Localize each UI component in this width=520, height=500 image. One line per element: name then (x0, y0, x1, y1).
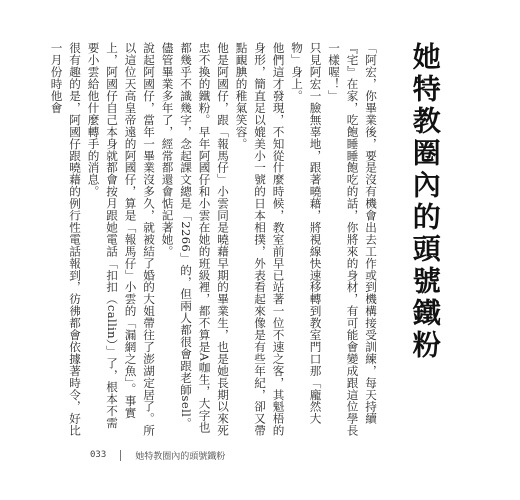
paragraph: 「阿宏，你畢業後，要是沒有機會出去工作或到機構接受訓練，每天持續『宅』在家，吃飽睡睡飽吃的話，你將來的身材，有可能會變成跟這位學長一樣喔！」 (327, 42, 378, 437)
paragraph: 說起阿國仔，當年一畢業沒多久，就被結了婚的大姐帶往了澎湖定居了。所以這位天高皇帝遠的阿國仔，算是「報馬仔」小雲的「漏網之魚」。事實上，阿國仔自己本身就都會按月跟她電話「扣扣（callin）」了，根本不需要小雲給他什麼轉手的消息。 (86, 42, 156, 437)
footer-divider (120, 450, 121, 461)
paragraph: 他是阿國仔，跟「報馬仔」小雲同是曉藉早期的畢業生，也是她長期以來死忠不換的鐵粉。早年阿國仔和小雲在她的班級裡，都不算是A咖生，大字也都幾乎不識幾字，念起課文總是「2266」的，但兩人都很會跟老師sell。儘管畢業多年了，經常都還會惦記著她。 (160, 42, 230, 437)
page-footer (90, 448, 225, 462)
running-title: 她特教圈內的頭號鐵粉 (135, 451, 226, 462)
page-number: 033 (90, 450, 107, 460)
chapter-title: 她特教圈內的頭號鐵粉 (408, 42, 442, 362)
paragraph: 只見阿宏一臉無辜地，跟著曉藉，將視線快速移轉到教室門口那「龐然大物」身上。 (290, 42, 323, 425)
paragraph: 他們這才發現，不知從什麼時候，教室前早已站著一位不速之客，其魁梧的身形，簡直足以媲美小一號的日本相撲，外表看起來像是有些年紀，卻又帶點靦腆的稚氣笑容。 (234, 42, 286, 437)
body-text (49, 42, 380, 438)
paragraph: 很有趣的是，阿國仔跟曉藉的例行性電話報到，彷彿都會依據著時令，好比一月份時他會 (49, 42, 82, 437)
